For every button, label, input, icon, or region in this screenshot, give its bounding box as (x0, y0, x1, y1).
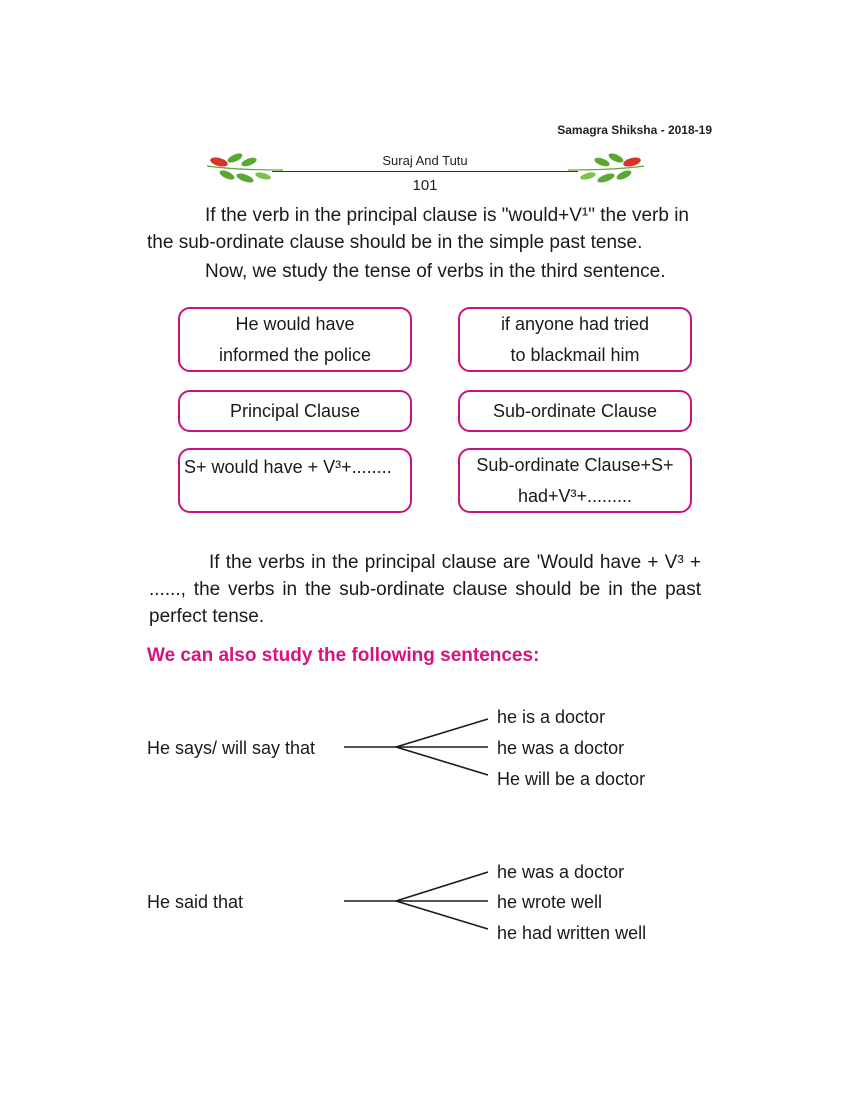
paragraph-simple-past-rule: If the verb in the principal clause is "would+V¹" the verb in the sub-ordinate clause should be in the simple past tense. (147, 205, 689, 253)
diagram-1-branch-2: he was a doctor (497, 738, 625, 758)
diagram-2-branch-1: he was a doctor (497, 862, 625, 882)
subordinate-clause-label: Sub-ordinate Clause (492, 400, 658, 421)
publisher-header: Samagra Shiksha - 2018-19 (557, 123, 712, 137)
paragraph-past-perfect-rule: If the verbs in the principal clause are 'Would have + V³ + ......, the verbs in the sub-ordinate clause should be in the past perfect tense. (149, 552, 701, 627)
diagram-2-branch-line-3 (396, 901, 488, 929)
principal-clause-label: Principal Clause (229, 400, 361, 421)
principal-formula: S+ would have + V³+........ (184, 457, 392, 477)
diagram-1-stem: He says/ will say that (147, 738, 316, 758)
subordinate-formula-line-2: had+V³+......... (517, 485, 633, 506)
diagram-1-branch-1: he is a doctor (497, 707, 606, 727)
diagram-2-branch-line-1 (396, 872, 488, 901)
diagram-2-branch-3: he had written well (497, 923, 647, 943)
subordinate-example-line-2: to blackmail him (510, 344, 640, 365)
header-rule (272, 171, 578, 172)
principal-example-line-2: informed the police (218, 344, 372, 365)
paragraph-third-sentence-intro: Now, we study the tense of verbs in the third sentence. (205, 261, 666, 282)
diagram-2-stem: He said that (147, 892, 244, 912)
subordinate-formula-line-1: Sub-ordinate Clause+S+ (476, 454, 674, 475)
subordinate-clause-label-box (458, 390, 692, 432)
principal-clause-label-box (178, 390, 412, 432)
principal-clause-formula-box (178, 448, 412, 513)
section-heading: We can also study the following sentences: (147, 645, 540, 666)
diagram-1-branch-3: He will be a doctor (497, 769, 646, 789)
page-number: 101 (412, 177, 438, 194)
subordinate-clause-formula-box (458, 448, 692, 513)
principal-clause-example-box (178, 307, 412, 372)
diagram-1-branch-line-3 (396, 747, 488, 775)
subordinate-example-line-1: if anyone had tried (500, 313, 650, 334)
diagram-2-branch-2: he wrote well (497, 892, 603, 912)
running-title: Suraj And Tutu (382, 153, 468, 168)
principal-example-line-1: He would have (235, 313, 355, 334)
diagram-1-branch-line-1 (396, 719, 488, 747)
subordinate-clause-example-box (458, 307, 692, 372)
